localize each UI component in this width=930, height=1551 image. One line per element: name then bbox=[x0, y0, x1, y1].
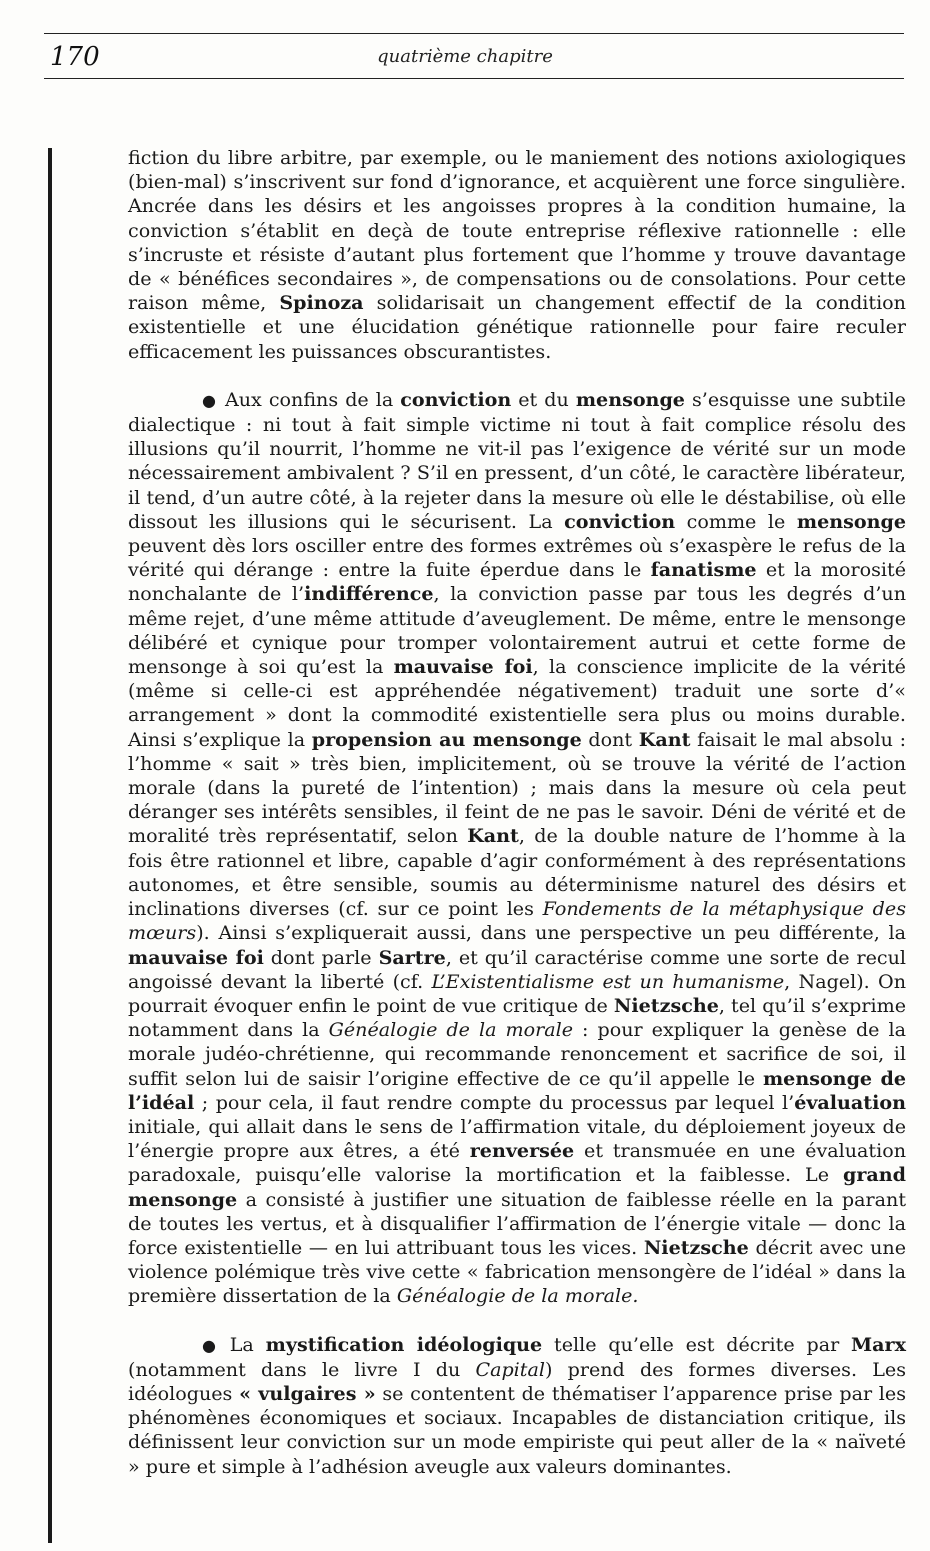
italic-title: Généalogie de la morale bbox=[328, 1018, 574, 1042]
header-top-rule bbox=[44, 33, 904, 34]
text-run: s’esquisse une subtile dialectique : ni tout à fait simple victime ni tout à fait complice résolu des illusions qu’il nourrit, l’homme ne vit-il pas l’exigence de vérité sur un mode nécessairement ambivalent ? S’il en pressent, d’un côté, le caractère libérateur, il tend, d’un autre côté, à la rejeter dans la mesure où elle le déstabilise, où elle dissout les illusions qui le sécurisent. La bbox=[128, 387, 906, 533]
running-head: quatrième chapitre bbox=[377, 46, 553, 67]
bold-term: conviction bbox=[400, 387, 512, 411]
bold-term: conviction bbox=[564, 509, 676, 533]
header-bottom-rule bbox=[44, 78, 904, 79]
text-run: initiale, qui allait dans le sens de l’affirmation vitale, du déploiement joyeux de l’énergie propre aux êtres, a été bbox=[128, 1114, 906, 1163]
bullet-icon: ● bbox=[202, 390, 217, 410]
italic-title: L’Existentialisme est un humanisme bbox=[431, 969, 785, 993]
bold-term: grand mensonge bbox=[128, 1163, 906, 1211]
bold-term: Kant bbox=[467, 824, 519, 848]
margin-bar bbox=[48, 148, 52, 1543]
text-run: ). Ainsi s’expliquerait aussi, dans une perspective un peu différente, la bbox=[196, 921, 906, 945]
italic-title: Généalogie de la morale. bbox=[396, 1284, 639, 1308]
bold-term: Nietzsche bbox=[643, 1235, 749, 1259]
text-run: La bbox=[229, 1332, 266, 1356]
text-run: Aux confins de la bbox=[224, 387, 401, 411]
text-run: peuvent dès lors osciller entre des formes extrêmes où s’exaspère le refus de la vérité qui dérange : entre la fuite éperdue dans le bbox=[128, 534, 906, 582]
bold-term: Kant bbox=[638, 727, 691, 751]
bold-term: propension au mensonge bbox=[311, 727, 582, 751]
text-run: décrit avec une violence polémique très vive cette « fabrication mensongère de l’idéal » dans la première dissertation de la bbox=[128, 1235, 907, 1308]
text-run: et la morosité nonchalante de l’ bbox=[128, 558, 906, 606]
text-run: , de la double nature de l’homme à la fois être rationnel et libre, capable d’agir conformément à des représentations autonomes, et être sensible, soumis au déterminisme naturel des désirs et inclinations diverses (cf. sur ce point les bbox=[128, 824, 906, 921]
page-number: 170 bbox=[50, 42, 100, 72]
text-run: solidarisait un changement effectif de la condition existentielle et une élucidation génétique rationnelle pour faire reculer efficacement les puissances obscurantistes. bbox=[128, 291, 906, 363]
text-run: ) prend des formes diverses. Les idéologues bbox=[128, 1357, 906, 1405]
paragraph bbox=[128, 146, 906, 364]
bold-term: mauvaise foi bbox=[393, 655, 533, 679]
text-run: comme le bbox=[675, 509, 797, 533]
text-run: fiction du libre arbitre, par exemple, ou le maniement des notions axiologiques (bien-mal) s’inscrivent sur fond d’ignorance, et acquièrent une force singulière. Ancrée dans les désirs et les angoisses propres à la condition humaine, la conviction s’établit en deçà de toute entreprise réflexive rationnelle : elle s’incruste et résiste d’autant plus fortement que l’homme y trouve davantage de « bénéfices secondaires », de compensations ou de consolations. Pour cette raison même, bbox=[128, 146, 906, 315]
bold-term: indifférence bbox=[304, 582, 434, 606]
bold-term: mensonge bbox=[575, 387, 685, 411]
bold-term: fanatisme bbox=[650, 558, 757, 582]
bold-term: renversée bbox=[469, 1139, 575, 1163]
bold-term: Nietzsche bbox=[613, 993, 719, 1017]
text-run: et transmuée en une évaluation paradoxale, puisqu’elle valorise la mortification et la faiblesse. Le bbox=[128, 1139, 906, 1187]
text-run: , la conscience implicite de la vérité (même si celle-ci est appréhendée négativement) traduit une sorte d’« arrangement » dont la commodité existentielle sera plus ou moins durable. Ainsi s’explique la bbox=[128, 655, 906, 751]
bold-term: évaluation bbox=[794, 1090, 906, 1114]
paragraph bbox=[128, 1333, 906, 1479]
italic-title: Capital bbox=[475, 1357, 545, 1381]
text-run: a consisté à justifier une situation de faiblesse réelle en la parant de toutes les vertus, et à disqualifier l’affirmation de l’énergie vitale — donc la force existentielle — en lui attribuant tous les vices. bbox=[128, 1187, 906, 1259]
text-run: , la conviction passe par tous les degrés d’un même rejet, d’une même attitude d’aveuglement. De même, entre le mensonge délibéré et cynique pour tromper volontairement autrui et cette forme de mensonge à soi qu’est la bbox=[128, 582, 907, 679]
text-run: et du bbox=[511, 387, 576, 411]
text-run: se contentent de thématiser l’apparence prise par les phénomènes économiques et sociaux. Incapables de distanciation critique, ils définissent leur conviction sur un mode empiriste qui peut aller de la « naïveté » pure et simple à l’adhésion aveugle aux valeurs dominantes. bbox=[128, 1381, 906, 1478]
text-run: faisait le mal absolu : l’homme « sait » très bien, implicitement, où se trouve la vérité de l’action morale (dans la pureté de l’intention) ; mais dans la mesure où cela peut déranger ses intérêts sensibles, il feint de ne pas le savoir. Déni de vérité et de moralité très représentatif, selon bbox=[128, 727, 906, 848]
text-run: : pour expliquer la genèse de la morale judéo-chrétienne, qui recommande renoncement et sacrifice de soi, il suffit selon lui de saisir l’origine effective de ce qu’il appelle le bbox=[128, 1018, 906, 1090]
italic-title: Fondements de la métaphysique des mœurs bbox=[128, 897, 907, 945]
bold-term: Spinoza bbox=[279, 291, 364, 315]
paragraph bbox=[128, 388, 906, 1309]
text-run: dont parle bbox=[263, 945, 379, 969]
bold-term: mensonge de l’idéal bbox=[128, 1066, 906, 1114]
text-run: , tel qu’il s’exprime notamment dans la bbox=[128, 993, 906, 1042]
bold-term: mauvaise foi bbox=[128, 945, 264, 969]
bold-term: mensonge bbox=[796, 509, 906, 533]
text-run: , et qu’il caractérise comme une sorte de recul angoissé devant la liberté (cf. bbox=[128, 945, 906, 993]
text-run: ; pour cela, il faut rendre compte du processus par lequel l’ bbox=[194, 1090, 795, 1114]
bold-term: « vulgaires » bbox=[239, 1381, 376, 1405]
text-run: , Nagel). On pourrait évoquer enfin le point de vue critique de bbox=[128, 969, 906, 1017]
body-text bbox=[128, 146, 906, 1479]
text-run: telle qu’elle est décrite par bbox=[542, 1332, 852, 1356]
bullet-icon: ● bbox=[202, 1335, 222, 1355]
bold-term: Marx bbox=[851, 1332, 906, 1356]
bold-term: Sartre bbox=[378, 945, 446, 969]
text-run: (notamment dans le livre I du bbox=[128, 1357, 476, 1381]
text-run: dont bbox=[581, 727, 639, 751]
bold-term: mystification idéologique bbox=[265, 1332, 543, 1356]
